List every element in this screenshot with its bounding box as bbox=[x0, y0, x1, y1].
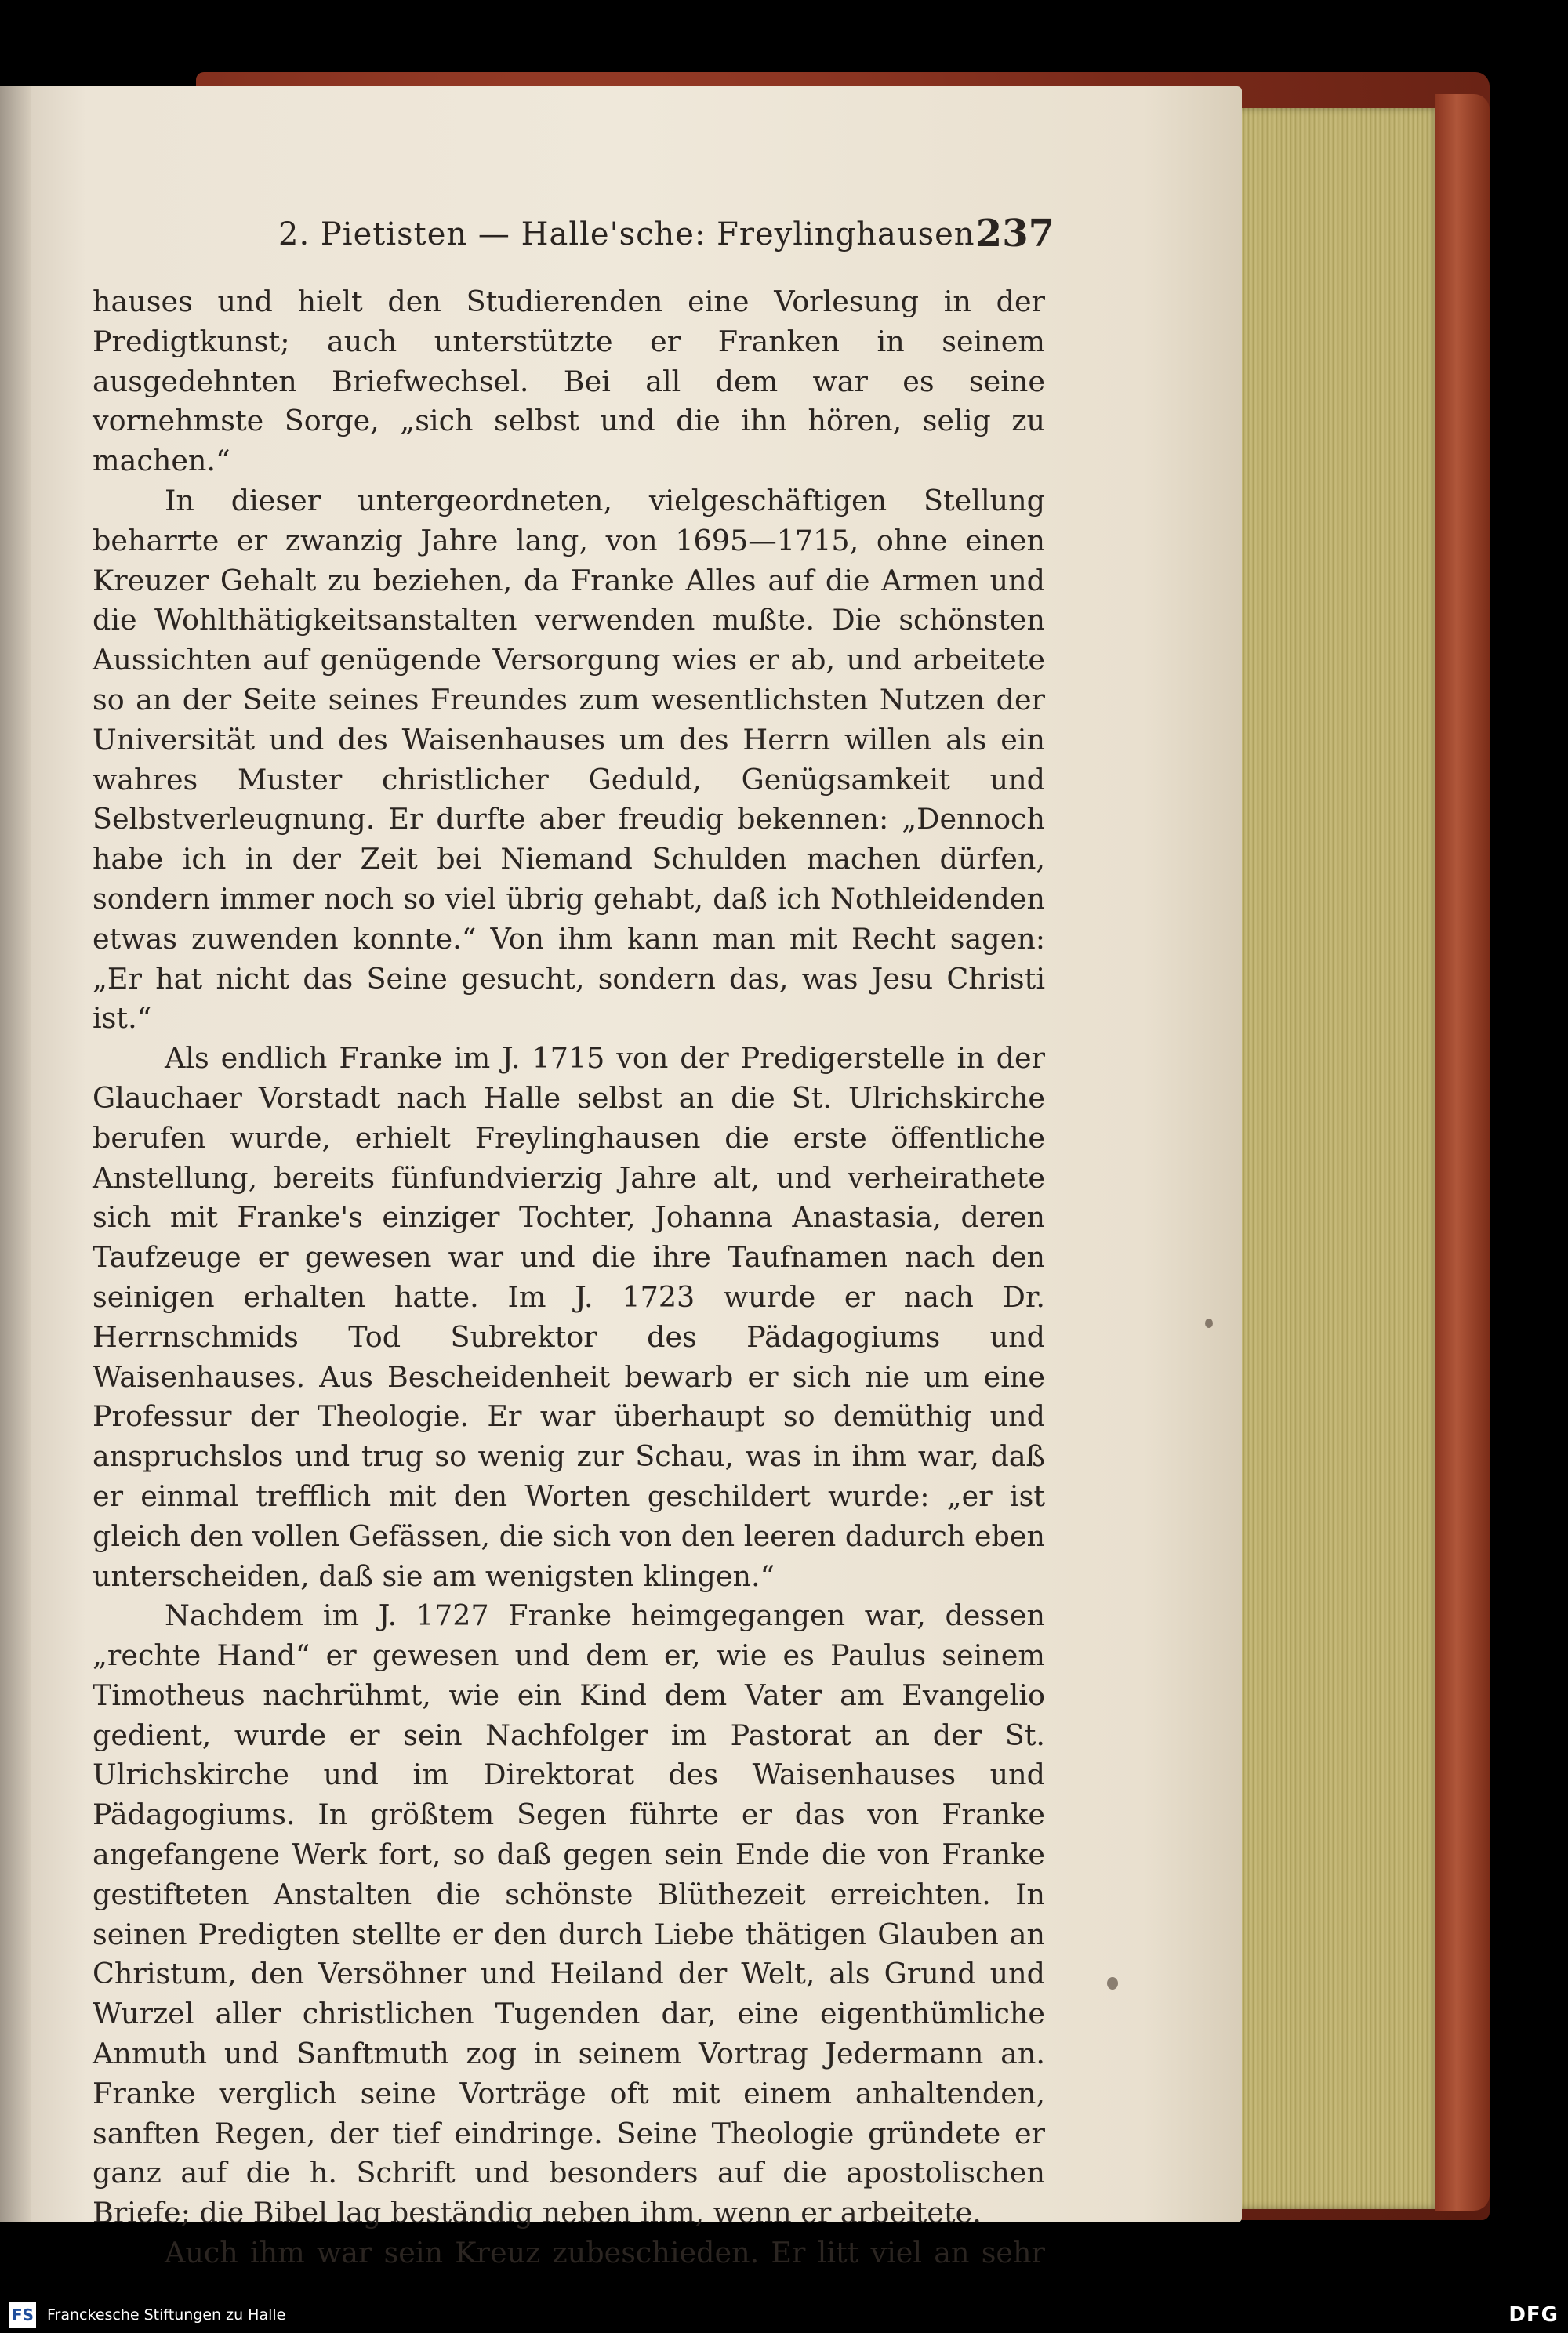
paragraph-5: Auch ihm war sein Kreuz zubeschieden. Er litt viel an sehr bbox=[165, 2236, 1045, 2270]
gutter-shadow bbox=[0, 86, 31, 2222]
paragraph-4: Nachdem im J. 1727 Franke heimgegangen war, dessen „rechte Hand“ er gewesen und dem er, wie es Paulus seinem Timotheus nachrühmt, wie ein Kind dem Vater am Evangelio gedient, wurde er sein Nachfolger im Pastorat an der St. Ulrichskirche und im Direktorat des Waisenhauses und Pädagogiums. In größtem Segen führte er das von Franke angefangene Werk fort, so daß gegen sein Ende die von Franke gestifteten Anstalten die schönste Blüthezeit erreichten. In seinen Predigten stellte er den durch Liebe thätigen Glauben an Christum, den Versöhner und Heiland der Welt, als Grund und Wurzel aller christlichen Tugenden dar, eine eigenthümliche Anmuth und Sanftmuth zog in seinem Vortrag Jedermann an. Franke verglich seine Vorträge oft mit einem anhaltenden, sanften Regen, der tief eindringe. Seine Theologie gründete er ganz auf die h. Schrift und besonders auf die apostolischen Briefe; die Bibel lag beständig neben ihm, wenn er arbeitete. bbox=[93, 1598, 1045, 2230]
paragraph-1: hauses und hielt den Studierenden eine Vorlesung in der Predigtkunst; auch unterstützte er Franken in seinem ausgedehnten Briefwechsel. Bei all dem war es seine vornehmste Sorge, „sich selbst und die ihn hören, selig zu machen.“ bbox=[93, 285, 1045, 478]
page-number: 237 bbox=[975, 212, 1054, 256]
source-credit: Franckesche Stiftungen zu Halle bbox=[47, 2306, 286, 2324]
body-text bbox=[93, 282, 1045, 2273]
institution-logo-icon: FS bbox=[9, 2302, 36, 2328]
dfg-mark: DFG bbox=[1508, 2303, 1559, 2327]
footer-bar bbox=[0, 2297, 1568, 2333]
paragraph-2: In dieser untergeordneten, vielgeschäftigen Stellung beharrte er zwanzig Jahre lang, von 1695—1715, ohne einen Kreuzer Gehalt zu beziehen, da Franke Alles auf die Armen und die Wohlthätigkeitsanstalten verwenden mußte. Die schönsten Aussichten auf genügende Versorgung wies er ab, und arbeitete so an der Seite seines Freundes zum wesentlichsten Nutzen der Universität und des Waisenhauses um des Herrn willen als ein wahres Muster christlicher Geduld, Genügsamkeit und Selbstverleugnung. Er durfte aber freudig bekennen: „Dennoch habe ich in der Zeit bei Niemand Schulden machen dürfen, sondern immer noch so viel übrig gehabt, daß ich Nothleidenden etwas zuwenden konnte.“ Von ihm kann man mit Recht sagen: „Er hat nicht das Seine gesucht, sondern das, was Jesu Christi ist.“ bbox=[93, 483, 1045, 1036]
paragraph-3: Als endlich Franke im J. 1715 von der Predigerstelle in der Glauchaer Vorstadt nach Halle selbst an die St. Ulrichskirche berufen wurde, erhielt Freylinghausen die erste öffentliche Anstellung, bereits fünfundvierzig Jahre alt, und verheirathete sich mit Franke's einziger Tochter, Johanna Anastasia, deren Taufzeuge er gewesen war und die ihre Taufnamen nach den seinigen erhalten hatte. Im J. 1723 wurde er nach Dr. Herrnschmids Tod Subrektor des Pädagogiums und Waisenhauses. Aus Bescheidenheit bewarb er sich nie um eine Professur der Theologie. Er war überhaupt so demüthig und anspruchslos und trug so wenig zur Schau, was in ihm war, daß er einmal trefflich mit den Worten geschildert wurde: „er ist gleich den vollen Gefässen, die sich von den leeren dadurch eben unterscheiden, daß sie am wenigsten klingen.“ bbox=[93, 1041, 1045, 1593]
running-head: 2. Pietisten — Halle'sche: Freylinghausen. bbox=[278, 216, 986, 252]
page-block-edges bbox=[1235, 108, 1435, 2209]
page-header bbox=[90, 212, 1054, 267]
book-cover-edge bbox=[1435, 94, 1490, 2211]
ink-spot bbox=[1107, 1977, 1118, 1990]
ink-spot bbox=[1205, 1319, 1213, 1328]
